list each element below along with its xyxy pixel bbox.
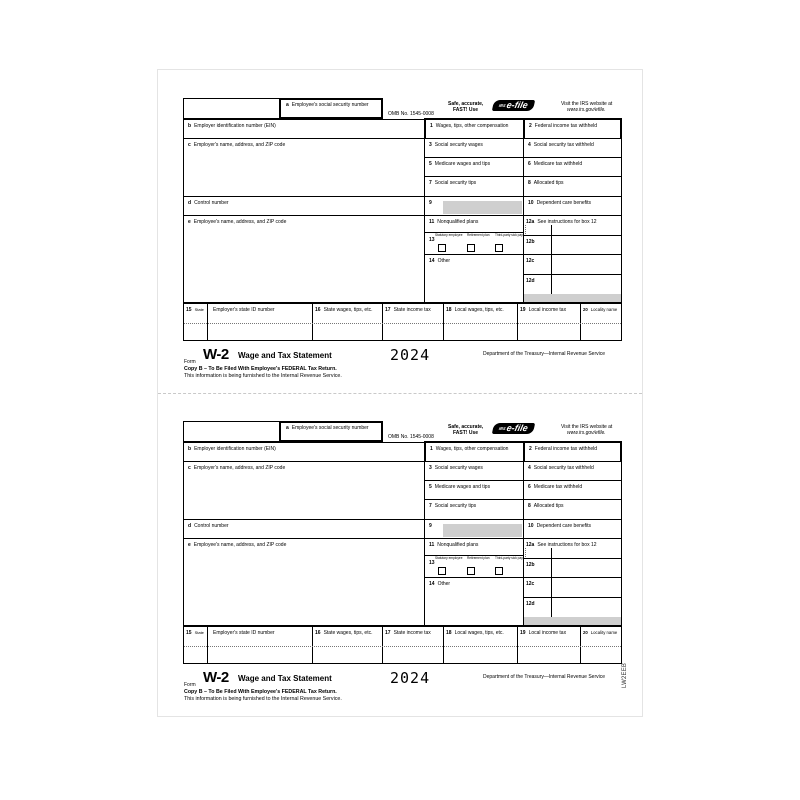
form-title: Wage and Tax Statement	[238, 674, 332, 683]
box-16-state-wages[interactable]: 16 State wages, tips, etc.	[312, 303, 382, 341]
irs-website-text: Visit the IRS website at	[561, 424, 613, 430]
box-15-employer-state-id[interactable]: Employer's state ID number	[207, 303, 312, 341]
box-blank-top-left[interactable]	[183, 421, 279, 442]
box-15-state[interactable]: 15 State	[183, 626, 207, 664]
omb-number: OMB No. 1545-0008	[388, 111, 434, 117]
box-5-medicare-wages[interactable]: 5 Medicare wages and tips	[424, 157, 523, 176]
box-c-employer-name[interactable]: c Employer's name, address, and ZIP code	[183, 461, 424, 519]
omb-number: OMB No. 1545-0008	[388, 434, 434, 440]
irs-website-url: www.irs.gov/efile.	[567, 107, 606, 113]
box-10-dependent-care[interactable]: 10 Dependent care benefits	[523, 519, 622, 538]
box-13-checkboxes: 13 Statutory employee Retirement plan Third-party sick pay	[424, 232, 523, 254]
box-15-state[interactable]: 15 State	[183, 303, 207, 341]
box-1-wages[interactable]: 1 Wages, tips, other compensation	[424, 441, 523, 461]
document-code: LW2EEB	[622, 662, 628, 688]
box-17-state-income-tax[interactable]: 17 State income tax	[382, 303, 443, 341]
tax-year: 2024	[390, 669, 431, 687]
box-3-ss-wages[interactable]: 3 Social security wages	[424, 138, 523, 157]
box-e-employee-name[interactable]: e Employee's name, address, and ZIP code	[183, 215, 424, 303]
box-12c[interactable]: 12c	[523, 577, 622, 597]
box-2-federal-tax[interactable]: 2 Federal income tax withheld	[523, 441, 622, 461]
box-3-ss-wages[interactable]: 3 Social security wages	[424, 461, 523, 480]
box-9[interactable]: 9	[424, 196, 523, 215]
box-9-shaded	[443, 524, 522, 537]
form-name-w2: W-2	[203, 346, 229, 363]
box-4-ss-tax[interactable]: 4 Social security tax withheld	[523, 461, 622, 480]
state-row-separator	[184, 646, 621, 647]
statutory-label: Statutory employee	[435, 556, 463, 560]
box-18-local-wages[interactable]: 18 Local wages, tips, etc.	[443, 303, 517, 341]
safe-accurate-text: Safe, accurate,	[448, 424, 484, 430]
third-party-sick-pay-checkbox[interactable]	[495, 244, 503, 252]
form-word: Form	[184, 682, 196, 688]
retirement-plan-checkbox[interactable]	[467, 244, 475, 252]
box-2-federal-tax[interactable]: 2 Federal income tax withheld	[523, 118, 622, 138]
box-6-medicare-tax[interactable]: 6 Medicare tax withheld	[523, 157, 622, 176]
retirement-label: Retirement plan	[467, 233, 490, 237]
box-a-employee-ssn[interactable]: a Employee's social security number	[279, 421, 383, 442]
w2-form-bottom	[183, 393, 622, 702]
tax-year: 2024	[390, 346, 431, 364]
statutory-employee-checkbox[interactable]	[438, 567, 446, 575]
box-5-medicare-wages[interactable]: 5 Medicare wages and tips	[424, 480, 523, 499]
box-19-local-income-tax[interactable]: 19 Local income tax	[517, 303, 580, 341]
box-11-nonqualified-plans[interactable]: 11 Nonqualified plans	[424, 538, 523, 555]
retirement-plan-checkbox[interactable]	[467, 567, 475, 575]
box-7-ss-tips[interactable]: 7 Social security tips	[424, 176, 523, 196]
box-9[interactable]: 9	[424, 519, 523, 538]
box-d-control-number[interactable]: d Control number	[183, 196, 424, 215]
box-6-medicare-tax[interactable]: 6 Medicare tax withheld	[523, 480, 622, 499]
form-name-w2: W-2	[203, 669, 229, 686]
copy-b-instructions: Copy B – To Be Filed With Employee's FEDERAL Tax Return. This information is being furnished to the Internal Revenue Service.	[184, 689, 342, 702]
box-4-ss-tax[interactable]: 4 Social security tax withheld	[523, 138, 622, 157]
fast-use-text: FAST! Use	[453, 430, 479, 436]
box-9-shaded	[443, 201, 522, 214]
box-12d-shaded	[524, 617, 621, 625]
box-b-ein[interactable]: b Employer identification number (EIN)	[183, 442, 424, 461]
box-12a[interactable]: 12a See instructions for box 12	[523, 538, 622, 558]
form-title: Wage and Tax Statement	[238, 351, 332, 360]
box-7-ss-tips[interactable]: 7 Social security tips	[424, 499, 523, 519]
box-19-local-income-tax[interactable]: 19 Local income tax	[517, 626, 580, 664]
box-b-ein[interactable]: b Employer identification number (EIN)	[183, 119, 424, 138]
irs-website-url: www.irs.gov/efile.	[567, 430, 606, 436]
irs-website-text: Visit the IRS website at	[561, 101, 613, 107]
box-14-other[interactable]: 14 Other	[424, 577, 523, 626]
box-c-employer-name[interactable]: c Employer's name, address, and ZIP code	[183, 138, 424, 196]
box-16-state-wages[interactable]: 16 State wages, tips, etc.	[312, 626, 382, 664]
state-row-separator	[184, 323, 621, 324]
thirdparty-label: Third-party sick pay	[495, 556, 523, 560]
statutory-employee-checkbox[interactable]	[438, 244, 446, 252]
thirdparty-label: Third-party sick pay	[495, 233, 523, 237]
box-12d[interactable]: 12d	[523, 597, 622, 626]
box-15-employer-state-id[interactable]: Employer's state ID number	[207, 626, 312, 664]
safe-accurate-text: Safe, accurate,	[448, 101, 484, 107]
box-12a[interactable]: 12a See instructions for box 12	[523, 215, 622, 235]
box-10-dependent-care[interactable]: 10 Dependent care benefits	[523, 196, 622, 215]
efile-logo: $^{IRS}$e-file	[492, 423, 535, 434]
retirement-label: Retirement plan	[467, 556, 490, 560]
box-12b[interactable]: 12b	[523, 235, 622, 254]
box-d-control-number[interactable]: d Control number	[183, 519, 424, 538]
box-e-employee-name[interactable]: e Employee's name, address, and ZIP code	[183, 538, 424, 626]
box-1-wages[interactable]: 1 Wages, tips, other compensation	[424, 118, 523, 138]
box-a-employee-ssn[interactable]: a Employee's social security number	[279, 98, 383, 119]
box-13-checkboxes: 13 Statutory employee Retirement plan Third-party sick pay	[424, 555, 523, 577]
box-8-allocated-tips[interactable]: 8 Allocated tips	[523, 176, 622, 196]
fast-use-text: FAST! Use	[453, 107, 479, 113]
box-20-locality-name[interactable]: 20 Locality name	[580, 303, 622, 341]
box-8-allocated-tips[interactable]: 8 Allocated tips	[523, 499, 622, 519]
box-18-local-wages[interactable]: 18 Local wages, tips, etc.	[443, 626, 517, 664]
box-20-locality-name[interactable]: 20 Locality name	[580, 626, 622, 664]
department-text: Department of the Treasury—Internal Revenue Service	[483, 674, 606, 680]
statutory-label: Statutory employee	[435, 233, 463, 237]
box-12d[interactable]: 12d	[523, 274, 622, 303]
box-12b[interactable]: 12b	[523, 558, 622, 577]
box-12c[interactable]: 12c	[523, 254, 622, 274]
w2-form-top	[183, 70, 622, 379]
copy-b-instructions: Copy B – To Be Filed With Employee's FEDERAL Tax Return. This information is being furnished to the Internal Revenue Service.	[184, 366, 342, 379]
box-blank-top-left[interactable]	[183, 98, 279, 119]
third-party-sick-pay-checkbox[interactable]	[495, 567, 503, 575]
department-text: Department of the Treasury—Internal Revenue Service	[483, 351, 606, 357]
box-14-other[interactable]: 14 Other	[424, 254, 523, 303]
efile-logo: $^{IRS}$e-file	[492, 100, 535, 111]
box-11-nonqualified-plans[interactable]: 11 Nonqualified plans	[424, 215, 523, 232]
box-17-state-income-tax[interactable]: 17 State income tax	[382, 626, 443, 664]
form-word: Form	[184, 359, 196, 365]
box-12d-shaded	[524, 294, 621, 302]
